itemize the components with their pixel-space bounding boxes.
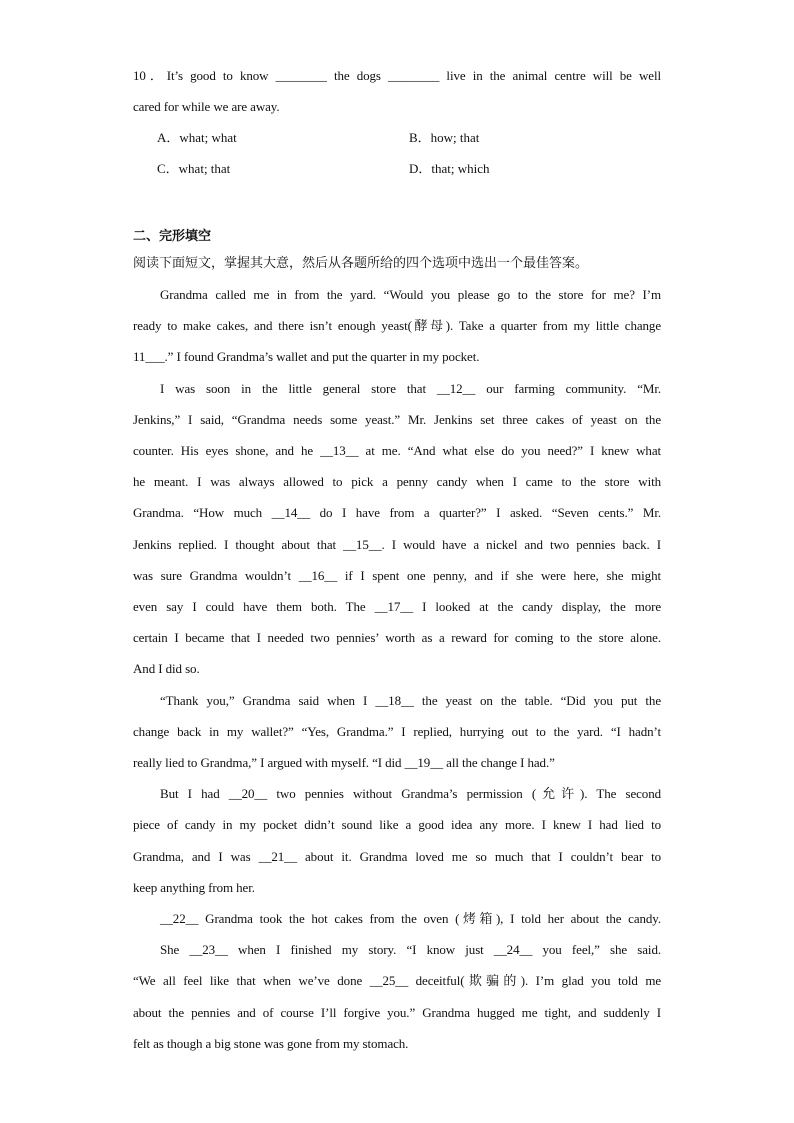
passage-line: keep anything from her. (133, 880, 255, 895)
passage-line: he meant. I was always allowed to pick a penny candy when I came to the store with (133, 474, 661, 489)
passage-line: __22__ Grandma took the hot cakes from the oven (烤箱), I told her about the candy. (160, 911, 661, 926)
question-10-line-2: cared for while we are away. (133, 99, 280, 114)
passage-line: I was soon in the little general store that __12__ our farming community. “Mr. (160, 381, 661, 396)
option-a: A．what; what (157, 130, 237, 145)
passage-line: Jenkins,” I said, “Grandma needs some yeast.” Mr. Jenkins set three cakes of yeast on the (133, 412, 661, 427)
passage-line: And I did so. (133, 661, 200, 676)
passage-line: piece of candy in my pocket didn’t sound like a good idea any more. I knew I had lied to (133, 817, 661, 832)
question-10-line-1: 10．It’s good to know ________ the dogs ________ live in the animal centre will be well (133, 68, 661, 83)
passage-line: 11___.” I found Grandma’s wallet and put the quarter in my pocket. (133, 349, 480, 364)
passage-line: “We all feel like that when we’ve done __25__ deceitful(欺骗的). I’m glad you told me (133, 973, 661, 988)
passage-line: Grandma. “How much __14__ do I have from a quarter?” I asked. “Seven cents.” Mr. (133, 505, 661, 520)
passage-line: ready to make cakes, and there isn’t enough yeast(酵母). Take a quarter from my little change (133, 318, 661, 333)
passage-line: really lied to Grandma,” I argued with myself. “I did __19__ all the change I had.” (133, 755, 555, 770)
passage-line: Grandma called me in from the yard. “Would you please go to the store for me? I’m (160, 287, 661, 302)
passage-line: about the pennies and of course I’ll forgive you.” Grandma hugged me tight, and suddenly I (133, 1005, 661, 1020)
section-instruction: 阅读下面短文，掌握其大意，然后从各题所给的四个选项中选出一个最佳答案。 (133, 256, 589, 271)
option-d: D．that; which (409, 161, 490, 176)
passage-line: “Thank you,” Grandma said when I __18__ the yeast on the table. “Did you put the (160, 693, 661, 708)
passage-line: She __23__ when I finished my story. “I know just __24__ you feel,” she said. (160, 942, 661, 957)
section-title: 二、完形填空 (133, 229, 212, 244)
option-b: B．how; that (409, 130, 480, 145)
passage-line: Grandma, and I was __21__ about it. Grandma loved me so much that I couldn’t bear to (133, 849, 661, 864)
passage-line: certain I became that I needed two pennies’ worth as a reward for coming to the store alone. (133, 630, 661, 645)
passage-line: felt as though a big stone was gone from my stomach. (133, 1036, 409, 1051)
passage-line: even say I could have them both. The __17__ I looked at the candy display, the more (133, 599, 661, 614)
option-c: C．what; that (157, 161, 231, 176)
passage-line: Jenkins replied. I thought about that __15__. I would have a nickel and two pennies back. I (133, 537, 661, 552)
passage-line: change back in my wallet?” “Yes, Grandma.” I replied, hurrying out to the yard. “I hadn’t (133, 724, 661, 739)
passage-line: counter. His eyes shone, and he __13__ at me. “And what else do you need?” I knew what (133, 443, 661, 458)
passage-line: But I had __20__ two pennies without Grandma’s permission (允许). The second (160, 786, 661, 801)
passage-line: was sure Grandma wouldn’t __16__ if I spent one penny, and if she were here, she might (133, 568, 661, 583)
